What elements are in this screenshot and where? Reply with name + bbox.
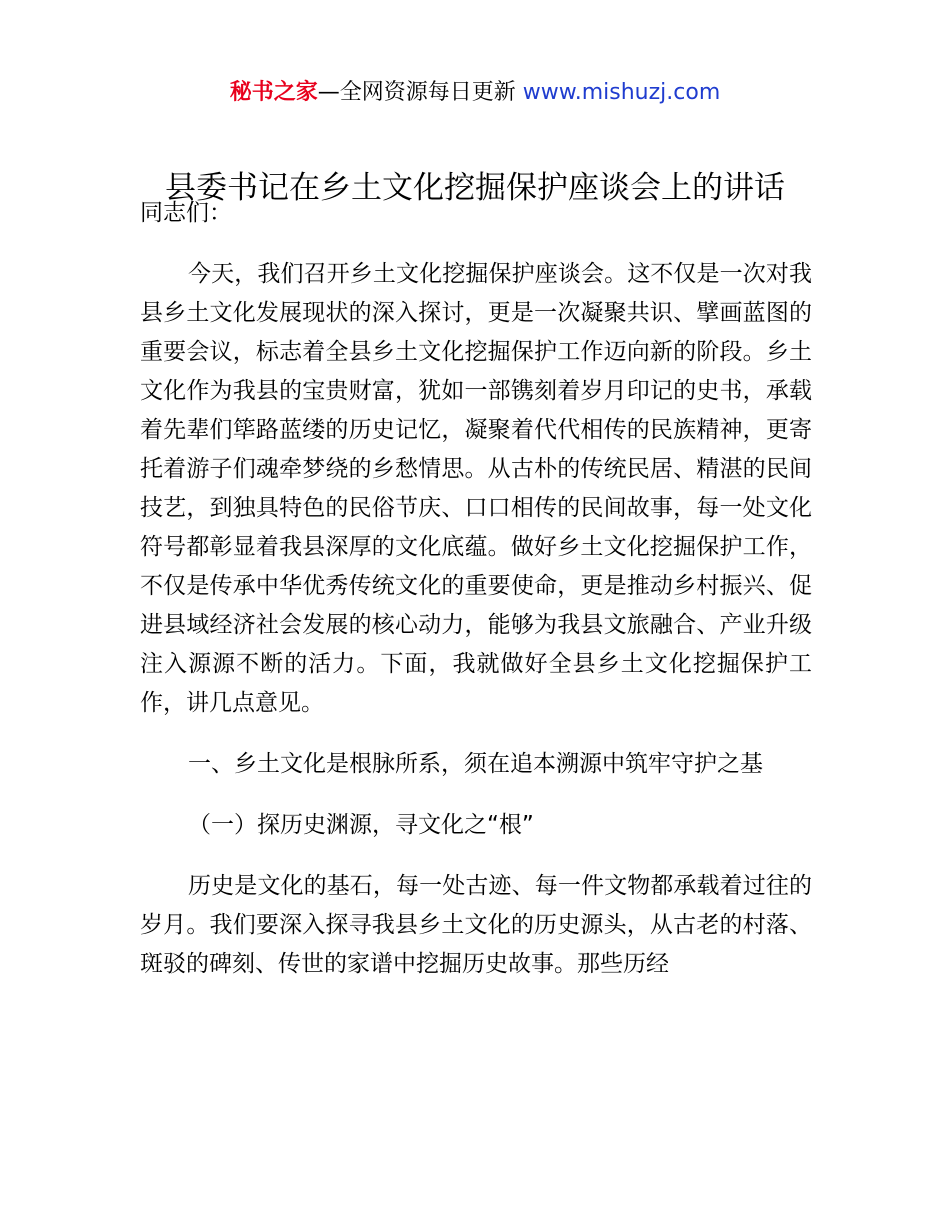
document-body	[140, 194, 812, 984]
greeting: 同志们：	[140, 200, 232, 226]
site-brand: 秘书之家	[229, 80, 318, 105]
site-tagline: —全网资源每日更新	[317, 80, 523, 105]
site-header	[0, 76, 950, 110]
site-url-link[interactable]: www.mishuzj.com	[522, 80, 721, 105]
intro-paragraph: 今天，我们召开乡土文化挖掘保护座谈会。这不仅是一次对我县乡土文化发展现状的深入探讨，更是一次凝聚共识、擘画蓝图的重要会议，标志着全县乡土文化挖掘保护工作迈向新的阶段。乡土文化作为我县的宝贵财富，犹如一部镌刻着岁月印记的史书，承载着先辈们筚路蓝缕的历史记忆，凝聚着代代相传的民族精神，更寄托着游子们魂牵梦绕的乡愁情思。从古朴的传统民居、精湛的民间技艺，到独具特色的民俗节庆、口口相传的民间故事，每一处文化符号都彰显着我县深厚的文化底蕴。做好乡土文化挖掘保护工作，不仅是传承中华优秀传统文化的重要使命，更是推动乡村振兴、促进县域经济社会发展的核心动力，能够为我县文旅融合、产业升级注入源源不断的活力。下面，我就做好全县乡土文化挖掘保护工作，讲几点意见。	[140, 261, 812, 716]
subsection-heading: （一）探历史渊源，寻文化之“根”	[188, 812, 534, 838]
document-title: 县委书记在乡土文化挖掘保护座谈会上的讲话	[165, 170, 785, 206]
section-heading: 一、乡土文化是根脉所系，须在追本溯源中筑牢守护之基	[188, 751, 763, 777]
subsection-paragraph: 历史是文化的基石，每一处古迹、每一件文物都承载着过往的岁月。我们要深入探寻我县乡土文化的历史源头，从古老的村落、斑驳的碑刻、传世的家谱中挖掘历史故事。那些历经	[140, 873, 812, 977]
